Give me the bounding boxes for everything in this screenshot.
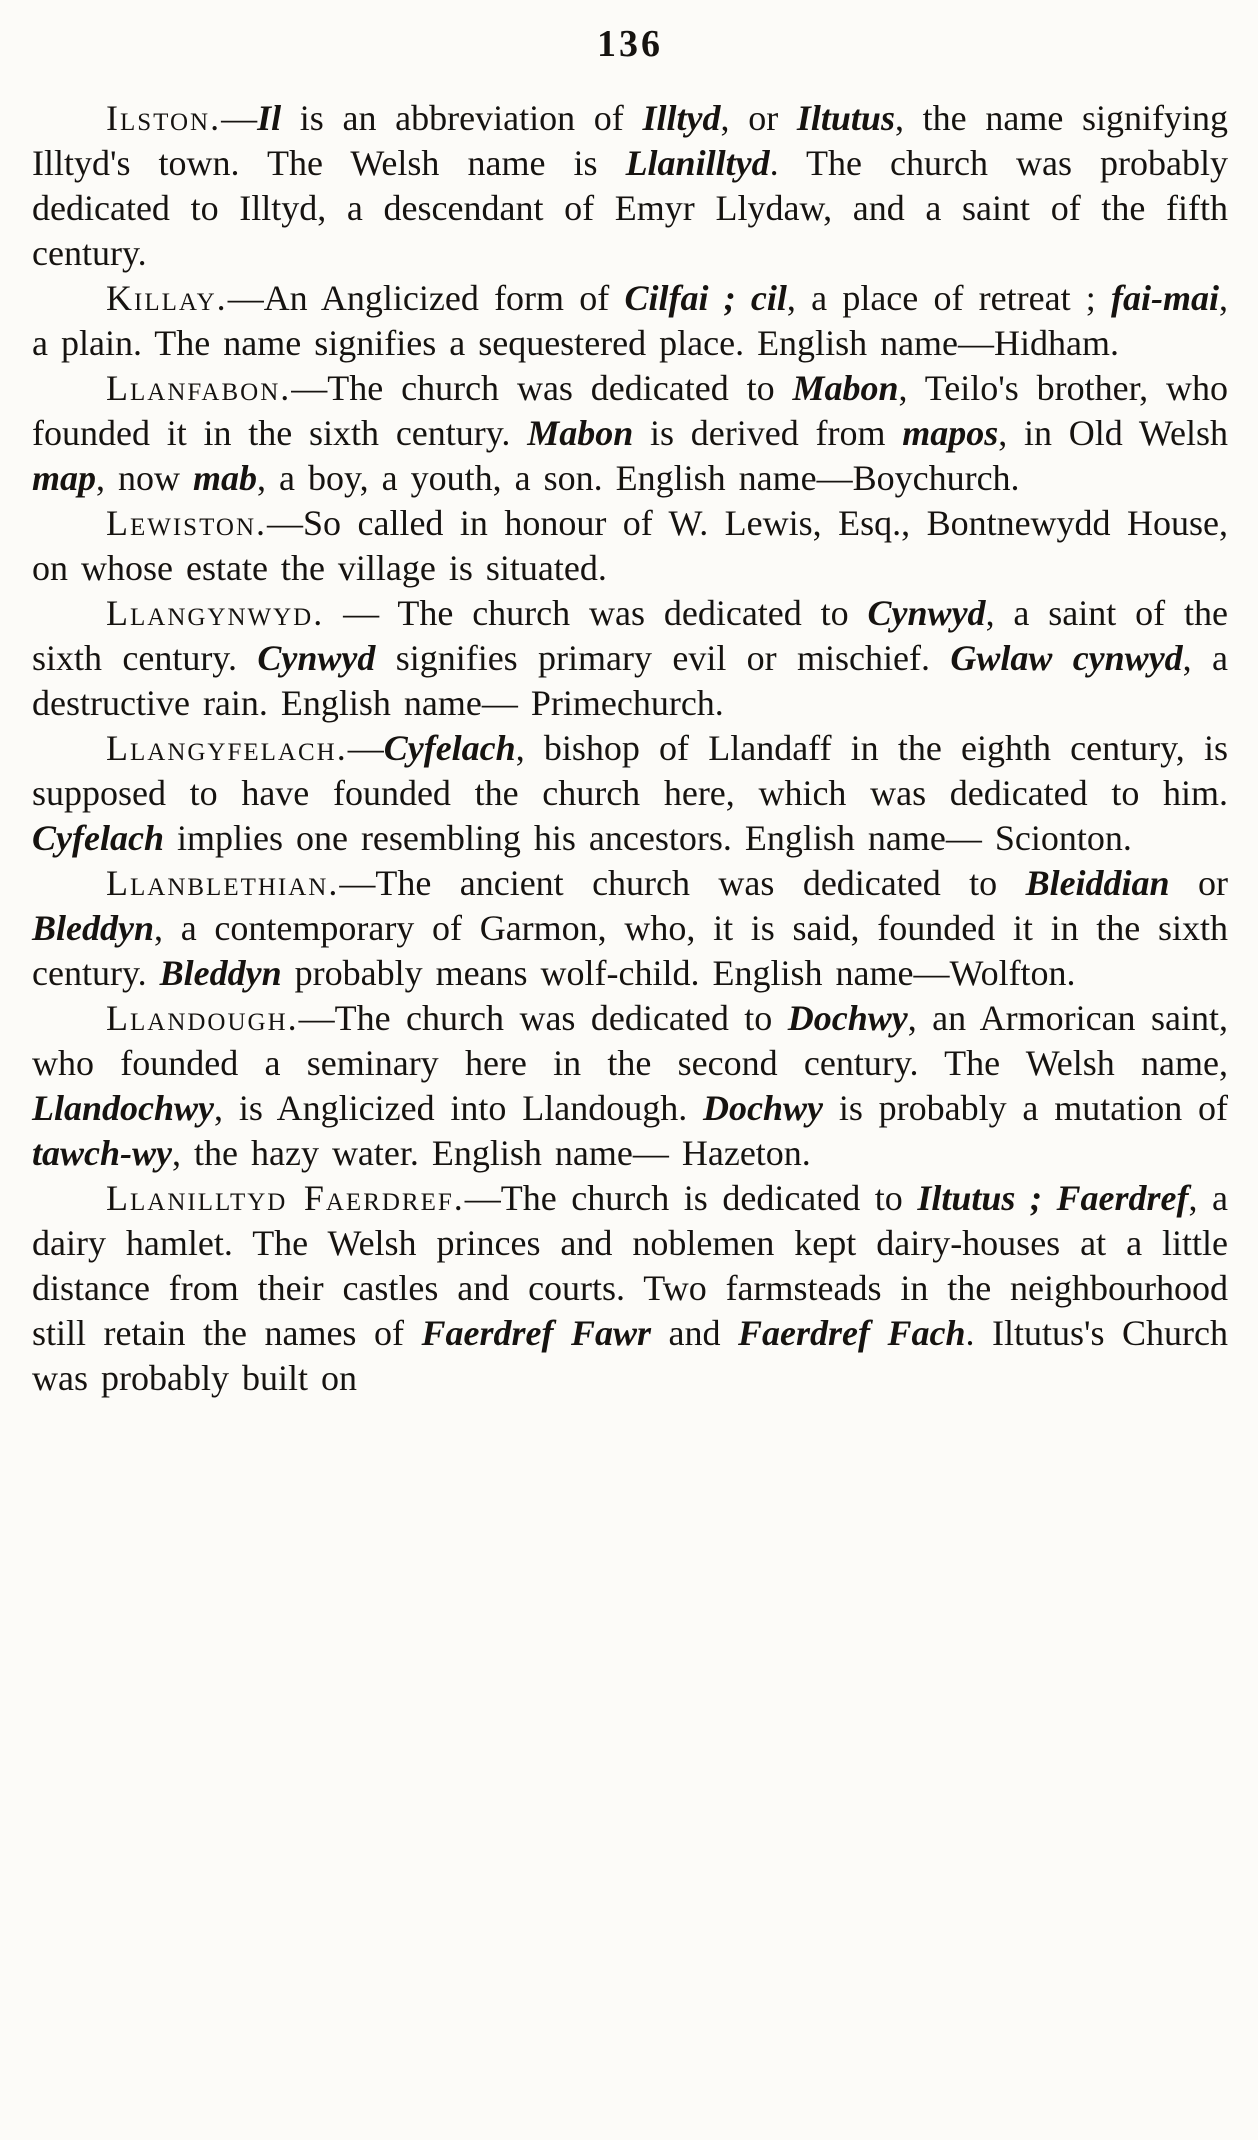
paragraph (32, 726, 1228, 861)
italic-term: map (32, 458, 97, 498)
italic-term: Il (257, 98, 282, 138)
paragraph (32, 366, 1228, 501)
body-text: is probably a mutation of (823, 1088, 1228, 1128)
body-text: —The church was dedicated to (298, 998, 788, 1038)
italic-term: Mabon (527, 413, 634, 453)
body-text: , the hazy water. English name— Hazeton. (172, 1133, 811, 1173)
body-text: probably means wolf-child. English name—Wolfton. (281, 953, 1076, 993)
body-text: is an abbreviation of (281, 98, 643, 138)
italic-term: Cyfelach (383, 728, 516, 768)
italic-term: mapos (902, 413, 999, 453)
page-number: 136 (597, 23, 663, 65)
entry-headword: Killay. (106, 278, 228, 318)
body-text: —So called in honour of W. Lewis, Esq., Bontnewydd House, on whose estate the village is situated. (32, 503, 1228, 588)
entry-headword: Llangyfelach. (106, 728, 348, 768)
italic-term: Llandochwy (32, 1088, 215, 1128)
italic-term: Illtyd (642, 98, 721, 138)
entry-headword: Lewiston. (106, 503, 268, 543)
entry-headword: Llandough. (106, 998, 299, 1038)
body-text: , a dairy hamlet. The Welsh princes and noblemen kept dairy-houses at a little distance from their castles and courts. Two farmsteads in the neighbourhood still retain the names of (32, 1178, 1228, 1353)
italic-term: Llanilltyd (625, 143, 770, 183)
italic-term: Bleddyn (32, 908, 154, 948)
body-text: . The church was probably dedicated to Illtyd, a descendant of Emyr Llydaw, and a saint of the fifth century. (32, 143, 1229, 273)
italic-term: Cynwyd (257, 638, 376, 678)
body-text: — The church was dedicated to (324, 593, 868, 633)
italic-term: Iltutus (796, 98, 895, 138)
body-text: — (347, 728, 384, 768)
italic-term: Cyfelach (32, 818, 164, 858)
paragraph (32, 96, 1228, 276)
italic-term: Faerdref Fawr (421, 1313, 651, 1353)
body-text: . Iltutus's Church was probably built on (32, 1313, 1228, 1398)
body-text: , bishop of Llandaff in the eighth century, is supposed to have founded the church here, which was dedicated to him. (32, 728, 1228, 813)
body-text: —The church was dedicated to (291, 368, 793, 408)
body-text: , a contemporary of Garmon, who, it is said, founded it in the sixth century. (32, 908, 1228, 993)
body-text: , an Armorican saint, who founded a seminary here in the second century. The Welsh name, (32, 998, 1228, 1083)
body-text: — (221, 98, 258, 138)
body-text: —An Anglicized form of (227, 278, 625, 318)
entry-headword: Ilston. (106, 98, 222, 138)
italic-term: Bleiddian (1025, 863, 1170, 903)
body-text: , now (96, 458, 194, 498)
italic-term: Dochwy (787, 998, 908, 1038)
body-text: —The ancient church was dedicated to (339, 863, 1026, 903)
body-text: and (651, 1313, 738, 1353)
body-text: is derived from (633, 413, 903, 453)
paragraph (32, 591, 1228, 726)
body-text: signifies primary evil or mischief. (375, 638, 951, 678)
italic-term: Iltutus ; Faerdref (917, 1178, 1189, 1218)
italic-term: mab (193, 458, 258, 498)
body-text: , Teilo's brother, who founded it in the sixth century. (32, 368, 1228, 453)
italic-term: tawch-wy (32, 1133, 172, 1173)
body-text: , in Old Welsh (998, 413, 1229, 453)
body-text: implies one resembling his ancestors. English name— Scionton. (163, 818, 1132, 858)
entry-headword: Llanfabon. (106, 368, 292, 408)
body-text: , a destructive rain. English name— Primechurch. (32, 638, 1228, 723)
italic-term: Cynwyd (867, 593, 986, 633)
italic-term: Bleddyn (159, 953, 282, 993)
entry-headword: Llanblethian. (106, 863, 340, 903)
body-text: , a plain. The name signifies a sequestered place. English name—Hidham. (32, 278, 1229, 363)
italic-term: Gwlaw cynwyd (950, 638, 1183, 678)
entry-headword: Llanilltyd Faerdref. (106, 1178, 465, 1218)
body-text: or (1169, 863, 1228, 903)
paragraph (32, 996, 1228, 1176)
italic-term: Faerdref Fach (738, 1313, 966, 1353)
body-text: , or (720, 98, 797, 138)
italic-term: Cilfai ; cil (624, 278, 787, 318)
paragraph (32, 276, 1228, 366)
body-text: , a place of retreat ; (786, 278, 1112, 318)
italic-term: Mabon (792, 368, 899, 408)
body-text: , the name signifying Illtyd's town. The Welsh name is (32, 98, 1228, 183)
italic-term: fai-mai (1111, 278, 1220, 318)
entry-headword: Llangynwyd. (106, 593, 325, 633)
paragraph (32, 861, 1228, 996)
body-text: , a boy, a youth, a son. English name—Boychurch. (257, 458, 1020, 498)
body-text: , is Anglicized into Llandough. (214, 1088, 704, 1128)
body-text: —The church is dedicated to (464, 1178, 918, 1218)
italic-term: Dochwy (703, 1088, 824, 1128)
paragraph (32, 501, 1228, 591)
body-text: , a saint of the sixth century. (32, 593, 1228, 678)
text-block (32, 96, 1228, 1401)
paragraph (32, 1176, 1228, 1401)
